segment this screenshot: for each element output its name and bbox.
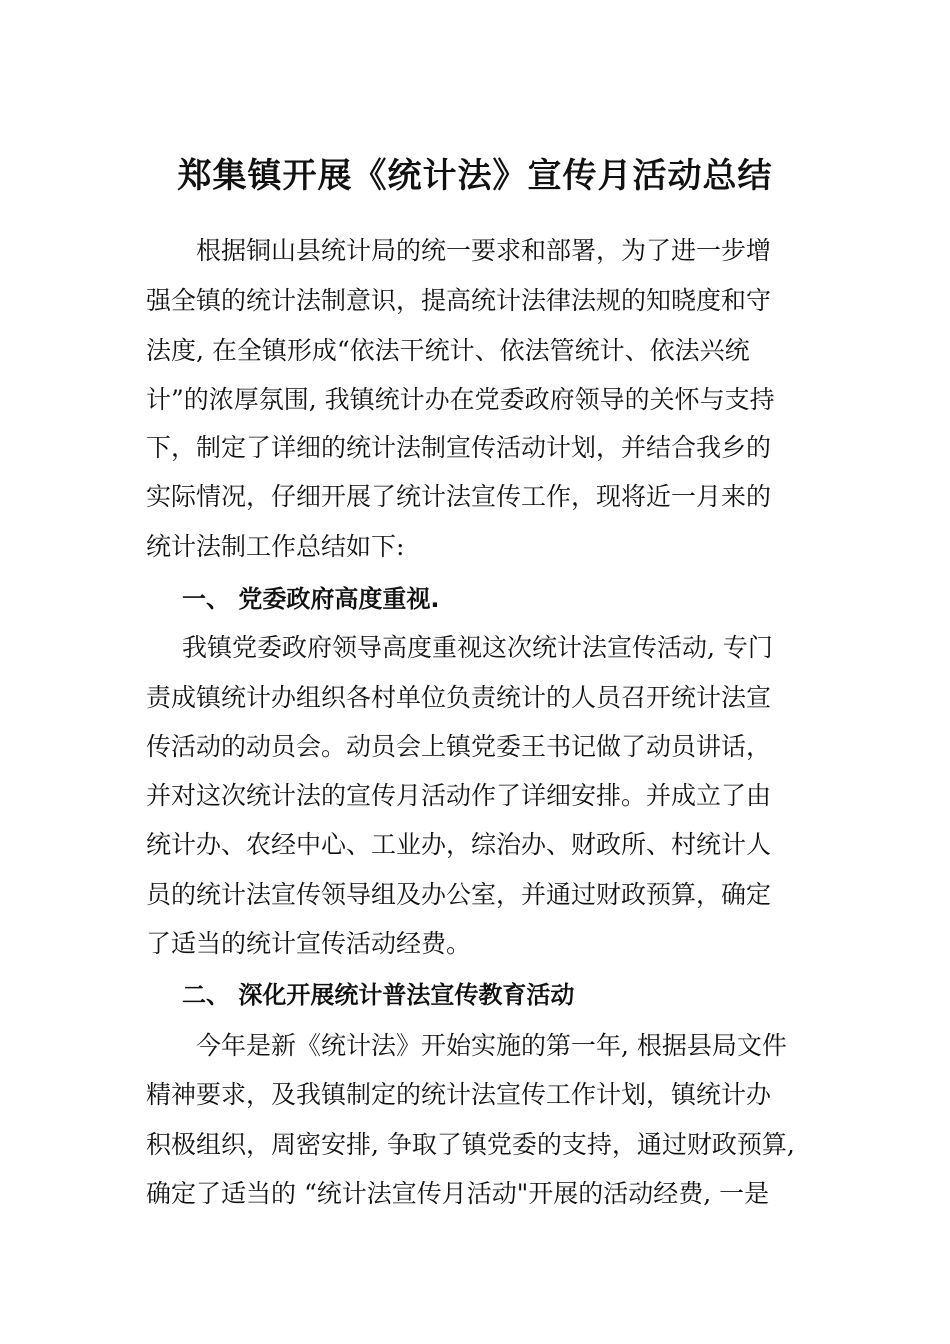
- paragraph-2-line-1: 我镇党委政府领导高度重视这次统计法宣传活动, 专门: [182, 633, 773, 662]
- paragraph-3-line-1: 今年是新《统计法》开始实施的第一年, 根据县局文件: [196, 1031, 787, 1060]
- paragraph-3-line-4: 确定了适当的 “统计法宣传月活动"开展的活动经费, 一是: [146, 1179, 770, 1208]
- paragraph-1-line-6: 实际情况，仔细开展了统计法宣传工作，现将近一月来的: [146, 482, 772, 511]
- paragraph-3-line-2: 精神要求，及我镇制定的统计法宣传工作计划，镇统计办: [146, 1080, 772, 1109]
- paragraph-1-line-4: 计”的浓厚氛围, 我镇统计办在党委政府领导的关怀与支持: [146, 385, 775, 414]
- section-heading-2: 二、 深化开展统计普法宣传教育活动: [182, 981, 575, 1009]
- paragraph-2-line-3: 传活动的动员会。动员会上镇党委王书记做了动员讲话，: [146, 732, 772, 761]
- paragraph-2-line-4: 并对这次统计法的宣传月活动作了详细安排。并成立了由: [146, 781, 772, 810]
- paragraph-1-line-7: 统计法制工作总结如下:: [146, 532, 405, 561]
- document-title: 郑集镇开展《统计法》宣传月活动总结: [177, 156, 773, 196]
- paragraph-2-line-2: 责成镇统计办组织各村单位负责统计的人员召开统计法宣: [146, 683, 772, 712]
- section-heading-1: 一、 党委政府高度重视.: [182, 585, 440, 613]
- paragraph-2-line-7: 了适当的统计宣传活动经费。: [146, 929, 472, 958]
- paragraph-2-line-6: 员的统计法宣传领导组及办公室，并通过财政预算，确定: [146, 880, 772, 909]
- paragraph-1-line-3: 法度, 在全镇形成“依法干统计、依法管统计、依法兴统: [146, 336, 750, 365]
- paragraph-2-line-5: 统计办、农经中心、工业办，综治办、财政所、村统计人: [146, 830, 772, 859]
- paragraph-1-line-5: 下，制定了详细的统计法制宣传活动计划，并结合我乡的: [146, 433, 772, 462]
- paragraph-1-line-2: 强全镇的统计法制意识，提高统计法律法规的知晓度和守: [146, 286, 772, 315]
- paragraph-1-line-1: 根据铜山县统计局的统一要求和部署，为了进一步增: [196, 236, 772, 265]
- paragraph-3-line-3: 积极组织，周密安排, 争取了镇党委的支持，通过财政预算,: [146, 1130, 795, 1159]
